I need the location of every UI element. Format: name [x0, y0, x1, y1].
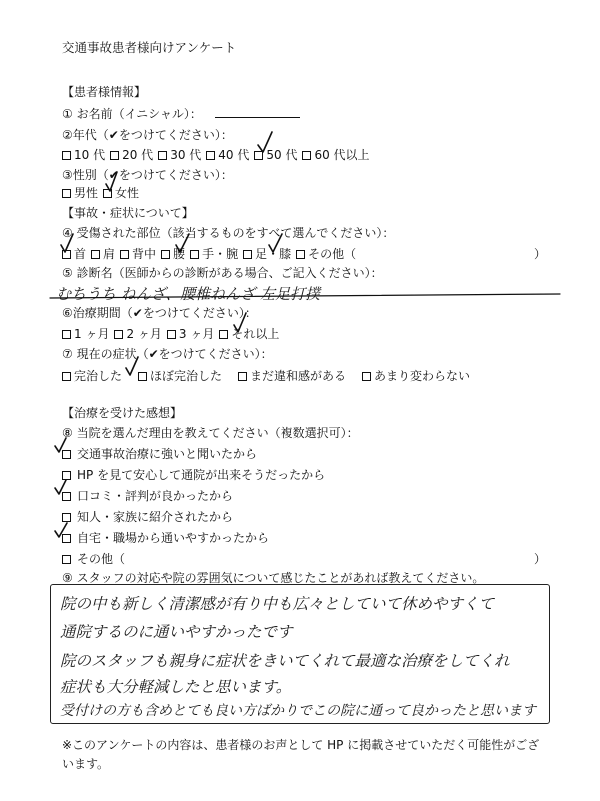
- symptom-option-discomfort[interactable]: まだ違和感がある: [238, 368, 346, 384]
- checkbox[interactable]: [167, 330, 176, 339]
- age-option-30[interactable]: 30 代: [158, 147, 201, 163]
- checkbox-checked[interactable]: [254, 151, 263, 160]
- footer-note-line-2: います。: [62, 757, 110, 771]
- period-options: [62, 326, 284, 342]
- injury-option-neck[interactable]: 首: [62, 246, 86, 262]
- checkbox[interactable]: [110, 151, 119, 160]
- checkbox-checked[interactable]: [62, 450, 71, 459]
- reason-other-close: ）: [534, 552, 547, 566]
- symptom-options: [62, 368, 475, 384]
- reason-option-location[interactable]: 自宅・職場から通いやすかったから: [62, 530, 269, 546]
- checkbox-checked[interactable]: [243, 250, 252, 259]
- comment-line: 症状も大分軽減したと思います。: [60, 678, 292, 696]
- checkbox[interactable]: [114, 330, 123, 339]
- checkbox[interactable]: [302, 151, 311, 160]
- checkbox[interactable]: [91, 250, 100, 259]
- injury-option-lower-back[interactable]: 腰: [161, 246, 185, 262]
- checkbox[interactable]: [206, 151, 215, 160]
- comment-line: 院のスタッフも親身に症状をきいてくれて最適な治療をしてくれ: [60, 652, 510, 670]
- comment-line: 院の中も新しく清潔感が有り中も広々としていて休めやすくて: [60, 595, 495, 613]
- sex-option-male[interactable]: 男性: [62, 185, 98, 201]
- checkbox[interactable]: [190, 250, 199, 259]
- checkbox[interactable]: [158, 151, 167, 160]
- checkbox-checked[interactable]: [62, 250, 71, 259]
- injury-option-shoulder[interactable]: 肩: [91, 246, 115, 262]
- period-option-more[interactable]: それ以上: [219, 326, 279, 342]
- period-option-1[interactable]: 1 ヶ月: [62, 326, 109, 342]
- age-option-50[interactable]: 50 代: [254, 147, 297, 163]
- injury-option-other[interactable]: その他（: [296, 246, 356, 262]
- comment-line: 受付けの方も含めとても良い方ばかりでこの院に通って良かったと思います: [60, 703, 536, 719]
- name-label: ① お名前（イニシャル）：: [62, 107, 202, 121]
- checkbox-checked[interactable]: [161, 250, 170, 259]
- age-option-20[interactable]: 20 代: [110, 147, 153, 163]
- staff-label: ⑨ スタッフの対応や院の雰囲気について感じたことがあれば教えてください。: [62, 571, 485, 585]
- checkbox-checked[interactable]: [103, 189, 112, 198]
- checkbox[interactable]: [62, 555, 71, 564]
- checkbox[interactable]: [362, 372, 371, 381]
- sex-option-female[interactable]: 女性: [103, 185, 139, 201]
- diagnosis-handwritten: むちうち ねんざ、腰椎ねんざ 左足打撲: [56, 285, 320, 303]
- injury-option-leg-knee[interactable]: 足・膝: [243, 246, 291, 262]
- injury-options: [62, 246, 552, 262]
- checkbox[interactable]: [62, 330, 71, 339]
- reason-option-reviews[interactable]: 口コミ・評判が良かったから: [62, 488, 233, 504]
- injury-option-hand-arm[interactable]: 手・腕: [190, 246, 238, 262]
- section-impressions: 【治療を受けた感想】: [62, 406, 183, 420]
- checkbox[interactable]: [62, 513, 71, 522]
- checkbox[interactable]: [296, 250, 305, 259]
- checkbox[interactable]: [62, 372, 71, 381]
- symptom-option-cured[interactable]: 完治した: [62, 368, 122, 384]
- age-option-60[interactable]: 60 代以上: [302, 147, 369, 163]
- checkbox-checked[interactable]: [62, 492, 71, 501]
- checkbox[interactable]: [62, 471, 71, 480]
- checkbox[interactable]: [62, 151, 71, 160]
- reason-option-hp[interactable]: HP を見て安心して通院が出来そうだったから: [62, 467, 325, 483]
- checkbox-checked[interactable]: [219, 330, 228, 339]
- period-option-3[interactable]: 3 ヶ月: [167, 326, 214, 342]
- sex-label: ③性別（✔をつけてください）：: [62, 168, 233, 182]
- age-label: ②年代（✔をつけてください）：: [62, 128, 233, 142]
- page-title: 交通事故患者様向けアンケート: [62, 40, 237, 55]
- footer-note-line-1: ※このアンケートの内容は、患者様のお声として HP に掲載させていただく可能性がござ: [62, 738, 540, 752]
- age-options: [62, 147, 375, 163]
- reason-option-accident[interactable]: 交通事故治療に強いと聞いたから: [62, 446, 257, 462]
- checkbox-checked[interactable]: [62, 534, 71, 543]
- symptom-option-unchanged[interactable]: あまり変わらない: [362, 368, 470, 384]
- checkbox[interactable]: [238, 372, 247, 381]
- checkbox[interactable]: [62, 189, 71, 198]
- comment-line: 通院するのに通いやすかったです: [60, 623, 293, 641]
- diagnosis-label: ⑤ 診断名（医師からの診断がある場合、ご記入ください）：: [62, 266, 383, 280]
- section-patient-info: 【患者様情報】: [62, 85, 147, 99]
- period-option-2[interactable]: 2 ヶ月: [114, 326, 161, 342]
- symptom-option-almost-cured[interactable]: ほぼ完治した: [138, 368, 222, 384]
- reason-option-other[interactable]: その他（: [62, 551, 125, 567]
- symptom-label: ⑦ 現在の症状（✔をつけてください）：: [62, 347, 273, 361]
- age-option-40[interactable]: 40 代: [206, 147, 249, 163]
- reason-label: ⑧ 当院を選んだ理由を教えてください（複数選択可）：: [62, 426, 359, 440]
- injury-other-close: ）: [534, 247, 547, 261]
- injury-label: ④ 受傷された部位（該当するものをすべて選んでください）：: [62, 226, 395, 240]
- section-accident: 【事故・症状について】: [62, 206, 194, 220]
- checkbox[interactable]: [120, 250, 129, 259]
- injury-option-back[interactable]: 背中: [120, 246, 156, 262]
- name-field[interactable]: [215, 117, 300, 118]
- age-option-10[interactable]: 10 代: [62, 147, 105, 163]
- checkbox-checked[interactable]: [138, 372, 147, 381]
- reason-option-referral[interactable]: 知人・家族に紹介されたから: [62, 509, 233, 525]
- period-label: ⑥治療期間（✔をつけてください）：: [62, 306, 257, 320]
- sex-options: [62, 185, 144, 201]
